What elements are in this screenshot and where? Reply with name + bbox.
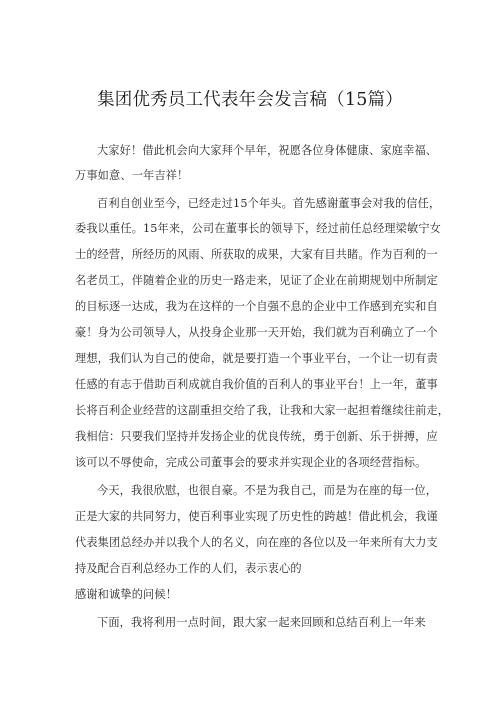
paragraph-line: 名老员工，伴随着企业的历史一路走来，见证了企业在前期规划中所制定 xyxy=(75,274,438,287)
paragraph-line: 该可以不辱使命，完成公司董事会的要求并实现企业的各项经营指标。 xyxy=(75,456,427,469)
paragraph-line: 今天，我很欣慰，也很自豪。不是为我自己，而是为在座的每一位， xyxy=(97,484,438,497)
paragraph-line: 大家好！借此机会向大家拜个早年，祝愿各位身体健康、家庭幸福、 xyxy=(97,144,438,157)
document-title: 集团优秀员工代表年会发言稿（15篇） xyxy=(97,90,403,110)
paragraph-line: 代表集团总经办并以我个人的名义，向在座的各位以及一年来所有大力支 xyxy=(75,536,438,549)
paragraph-line: 豪！身为公司领导人，从投身企业那一天开始，我们就为百利确立了一个 xyxy=(75,326,438,339)
paragraph-line: 下面，我将利用一点时间，跟大家一起来回顾和总结百利上一年来 xyxy=(97,616,426,629)
paragraph-line: 正是大家的共同努力，使百利事业实现了历史性的跨越！借此机会，我谨 xyxy=(75,510,438,523)
paragraph-line: 感谢和诚挚的问候！ xyxy=(75,588,178,601)
paragraph-line: 理想，我们认为自己的使命，就是要打造一个事业平台，一个让一切有责 xyxy=(75,352,438,365)
paragraph-line: 委我以重任。15年来，公司在董事长的领导下，经过前任总经理梁敏宁女 xyxy=(75,222,441,235)
paragraph-line: 任感的有志于借助百利成就自我价值的百利人的事业平台！上一年，董事 xyxy=(75,378,438,391)
paragraph-line: 长将百利企业经营的这副重担交给了我，让我和大家一起担着继续往前走， xyxy=(75,404,450,417)
paragraph-line: 万事如意、一年吉祥！ xyxy=(75,169,189,182)
paragraph-line: 持及配合百利总经办工作的人们，表示衷心的 xyxy=(75,562,302,575)
paragraph-line: 的目标逐一达成，我为在这样的一个自强不息的企业中工作感到充实和自 xyxy=(75,300,438,313)
paragraph-line: 士的经营，所经历的风雨、所获取的成果，大家有目共睹。作为百利的一 xyxy=(75,248,438,261)
paragraph-line: 我相信：只要我们坚持并发扬企业的优良传统，勇于创新、乐于拼搏，应 xyxy=(75,430,438,443)
paragraph-line: 百利自创业至今，已经走过15个年头。首先感谢董事会对我的信任， xyxy=(97,197,441,210)
